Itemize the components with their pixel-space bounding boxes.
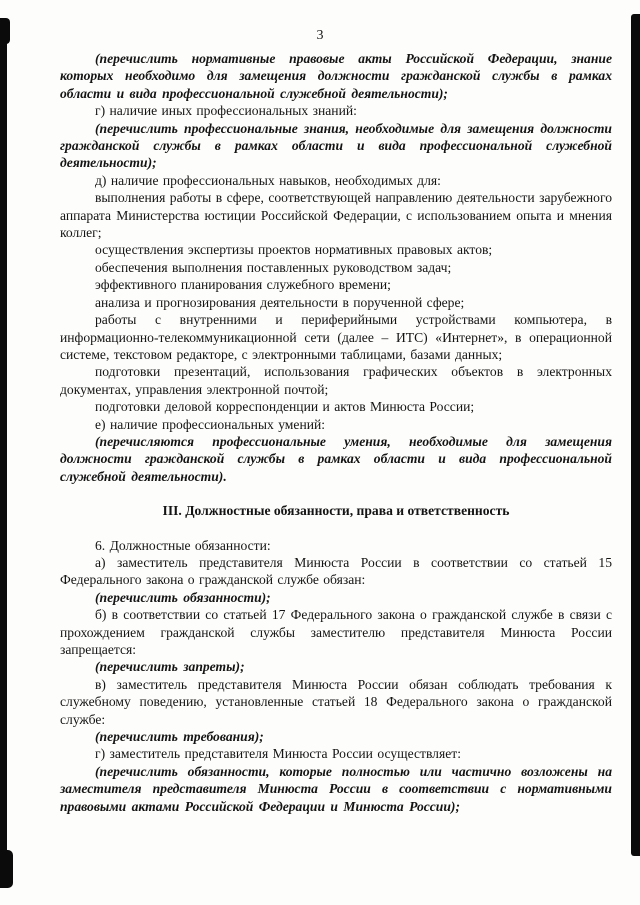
paragraph-list-requirements: (перечислить требования); [95,729,264,745]
section-heading-duties-rights: III. Должностные обязанности, права и ответственность [162,503,510,519]
paragraph-list-duties: (перечислить обязанности); [95,589,271,605]
paragraph-item-d-skills: д) наличие профессиональных навыков, необходимых для: [95,172,441,188]
paragraph-skill-work-sphere: выполнения работы в сфере, соответствующей направлению деятельности зарубежного аппарата Министерства юстиции Российской Федерации, с использованием опыта и мнения коллег; [60,190,612,241]
paragraph-list-prohibitions: (перечислить запреты); [95,659,245,675]
document-content [60,50,612,815]
paragraph-skill-analysis: анализа и прогнозирования деятельности в порученной сфере; [95,294,465,310]
paragraph-list-assigned-duties: (перечислить обязанности, которые полностью или частично возложены на заместителя представителя Минюста России в соответствии с нормативными правовыми актами Российской Федерации и Минюста России); [60,763,612,814]
paragraph-skill-computer: работы с внутренними и периферийными устройствами компьютера, в информационно-телекоммуникационной сети (далее – ИТС) «Интернет», в операционной системе, текстовом редакторе, с электронными таблицами, базами данных; [60,312,612,362]
paragraph-item-g-knowledge: г) наличие иных профессиональных знаний: [95,103,357,119]
paragraph-list-professional-knowledge: (перечислить профессиональные знания, необходимые для замещения должности гражданской службы в рамках области и вида профессиональной служебной деятельности); [60,120,612,171]
paragraph-clause-6-duties: 6. Должностные обязанности: [95,537,271,553]
scan-artifact-right-bar [631,14,640,856]
paragraph-skill-time-planning: эффективного планирования служебного времени; [95,277,391,293]
paragraph-skill-correspondence: подготовки деловой корреспонденции и актов Минюста России; [95,399,475,415]
paragraph-skill-presentations: подготовки презентаций, использования графических объектов в электронных документах, управления электронной почтой; [60,364,612,397]
paragraph-skill-tasks: обеспечения выполнения поставленных руководством задач; [95,259,452,275]
paragraph-list-professional-abilities: (перечисляются профессиональные умения, необходимые для замещения должности гражданской службы в рамках области и вида профессиональной служебной деятельности). [60,433,612,484]
paragraph-item-b-article-17: б) в соответствии со статьей 17 Федерального закона о гражданской службе в связи с прохождением гражданской службы заместителю представителя Минюста России запрещается: [60,607,612,657]
scan-artifact-left-bar [0,24,7,884]
page-number: 3 [316,28,324,43]
scan-artifact-left-bottom [0,850,13,888]
paragraph-skill-expertise: осуществления экспертизы проектов нормативных правовых актов; [95,242,493,258]
paragraph-continuation-normative-acts: (перечислить нормативные правовые акты Российской Федерации, знание которых необходимо для замещения должности гражданской службы в рамках области и вида профессиональной служебной деятельности); [60,51,612,101]
paragraph-item-v-article-18: в) заместитель представителя Минюста России обязан соблюдать требования к служебному поведению, установленные статьей 18 Федерального закона о гражданской службе: [60,676,612,727]
paragraph-item-e-abilities: е) наличие профессиональных умений: [95,416,326,432]
paragraph-item-g-performs: г) заместитель представителя Минюста России осуществляет: [95,746,461,762]
paragraph-item-a-article-15: а) заместитель представителя Минюста России в соответствии со статьей 15 Федерального закона о гражданской службе обязан: [60,554,612,588]
